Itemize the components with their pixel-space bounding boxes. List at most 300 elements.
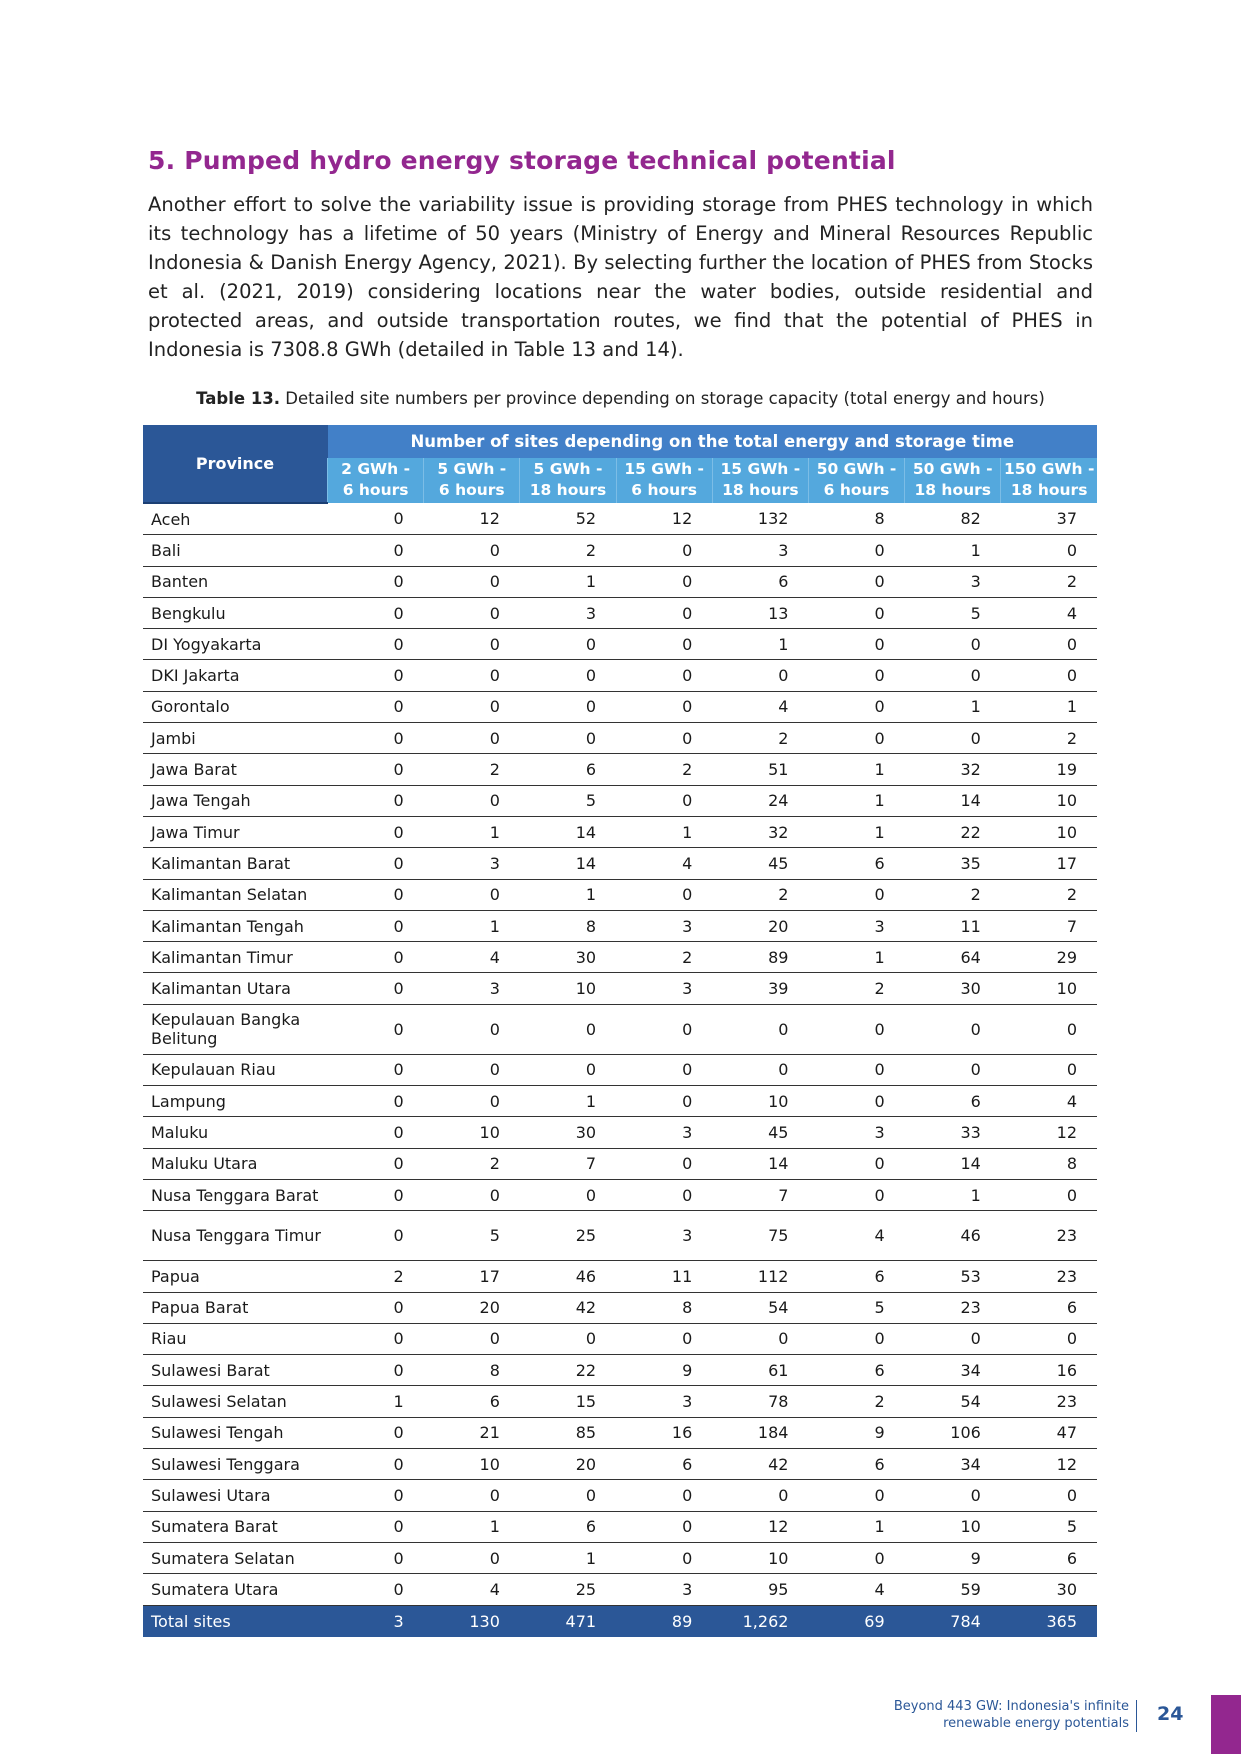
province-cell: Gorontalo	[143, 691, 328, 722]
value-cell: 35	[905, 848, 1001, 879]
table-caption-text: Detailed site numbers per province depending on storage capacity (total energy and hours)	[280, 389, 1045, 408]
column-header-line: 2 GWh -	[341, 460, 411, 478]
value-cell: 0	[328, 1211, 424, 1261]
value-cell: 2	[1001, 879, 1097, 910]
table-row	[143, 973, 1097, 1004]
value-cell: 2	[424, 754, 520, 785]
value-cell: 0	[808, 691, 904, 722]
table-row	[143, 1355, 1097, 1386]
value-cell: 0	[616, 879, 712, 910]
column-header-line: 18 hours	[722, 481, 799, 499]
value-cell: 10	[905, 1511, 1001, 1542]
value-cell: 13	[712, 597, 808, 628]
value-cell: 30	[1001, 1574, 1097, 1605]
value-cell: 1	[808, 754, 904, 785]
value-cell: 0	[1001, 1004, 1097, 1054]
value-cell: 1	[905, 691, 1001, 722]
value-cell: 0	[424, 1179, 520, 1210]
value-cell: 6	[520, 754, 616, 785]
value-cell: 4	[616, 848, 712, 879]
value-cell: 75	[712, 1211, 808, 1261]
table-row	[143, 785, 1097, 816]
province-cell: Bali	[143, 535, 328, 566]
value-cell: 0	[712, 660, 808, 691]
value-cell: 0	[808, 535, 904, 566]
province-cell: Banten	[143, 566, 328, 597]
column-header-line: 6 hours	[342, 481, 409, 499]
column-header-2	[520, 458, 616, 503]
value-cell: 0	[328, 1292, 424, 1323]
value-cell: 0	[616, 1004, 712, 1054]
value-cell: 25	[520, 1574, 616, 1605]
table-row	[143, 566, 1097, 597]
value-cell: 23	[905, 1292, 1001, 1323]
value-cell: 5	[1001, 1511, 1097, 1542]
column-header-line: 50 GWh -	[816, 460, 897, 478]
value-cell: 132	[712, 503, 808, 535]
section-paragraph: Another effort to solve the variability issue is providing storage from PHES technology in which its technology has a lifetime of 50 years (Ministry of Energy and Mineral Resources Republic Indonesia & Danish Energy Agency, 2021). By selecting further the location of PHES from Stocks et al. (2021, 2019) considering locations near the water bodies, outside residential and protected areas, and outside transportation routes, we find that the potential of PHES in Indonesia is 7308.8 GWh (detailed in Table 13 and 14).	[148, 193, 1093, 361]
value-cell: 0	[1001, 535, 1097, 566]
value-cell: 0	[328, 1417, 424, 1448]
value-cell: 8	[616, 1292, 712, 1323]
total-value-cell: 1,262	[712, 1605, 808, 1637]
value-cell: 23	[1001, 1261, 1097, 1292]
column-header-line: 50 GWh -	[912, 460, 993, 478]
value-cell: 0	[616, 1323, 712, 1354]
value-cell: 3	[424, 848, 520, 879]
value-cell: 59	[905, 1574, 1001, 1605]
table-row	[143, 910, 1097, 941]
value-cell: 1	[520, 566, 616, 597]
value-cell: 184	[712, 1417, 808, 1448]
value-cell: 12	[712, 1511, 808, 1542]
province-cell: Nusa Tenggara Barat	[143, 1179, 328, 1210]
value-cell: 6	[905, 1086, 1001, 1117]
value-cell: 24	[712, 785, 808, 816]
page-edge-tab	[1211, 1695, 1241, 1754]
value-cell: 1	[905, 1179, 1001, 1210]
value-cell: 4	[1001, 1086, 1097, 1117]
province-cell: Jambi	[143, 723, 328, 754]
column-header-5	[808, 458, 904, 503]
value-cell: 11	[905, 910, 1001, 941]
value-cell: 6	[808, 1355, 904, 1386]
value-cell: 0	[616, 629, 712, 660]
value-cell: 17	[424, 1261, 520, 1292]
value-cell: 0	[712, 1480, 808, 1511]
value-cell: 3	[616, 1386, 712, 1417]
footer-line-2: renewable energy potentials	[943, 1716, 1129, 1731]
value-cell: 0	[328, 1355, 424, 1386]
value-cell: 0	[616, 1086, 712, 1117]
value-cell: 0	[712, 1004, 808, 1054]
value-cell: 0	[616, 566, 712, 597]
value-cell: 0	[328, 1148, 424, 1179]
value-cell: 0	[520, 1004, 616, 1054]
value-cell: 32	[712, 816, 808, 847]
value-cell: 0	[328, 848, 424, 879]
value-cell: 3	[616, 973, 712, 1004]
value-cell: 2	[808, 973, 904, 1004]
column-header-0	[328, 458, 424, 503]
value-cell: 0	[905, 723, 1001, 754]
value-cell: 0	[328, 535, 424, 566]
value-cell: 0	[520, 691, 616, 722]
table-row	[143, 1148, 1097, 1179]
table-row	[143, 1449, 1097, 1480]
total-value-cell: 471	[520, 1605, 616, 1637]
value-cell: 54	[712, 1292, 808, 1323]
value-cell: 0	[616, 1179, 712, 1210]
table-caption	[143, 389, 1098, 408]
value-cell: 10	[712, 1086, 808, 1117]
value-cell: 0	[905, 1480, 1001, 1511]
value-cell: 21	[424, 1417, 520, 1448]
value-cell: 42	[520, 1292, 616, 1323]
value-cell: 0	[328, 1004, 424, 1054]
value-cell: 89	[712, 942, 808, 973]
value-cell: 0	[616, 1480, 712, 1511]
value-cell: 51	[712, 754, 808, 785]
table-row	[143, 1386, 1097, 1417]
value-cell: 0	[424, 723, 520, 754]
province-cell: Lampung	[143, 1086, 328, 1117]
value-cell: 1	[328, 1386, 424, 1417]
table-row	[143, 1480, 1097, 1511]
value-cell: 0	[905, 1004, 1001, 1054]
total-value-cell: 784	[905, 1605, 1001, 1637]
table-row	[143, 1292, 1097, 1323]
value-cell: 0	[424, 785, 520, 816]
value-cell: 0	[712, 1323, 808, 1354]
value-cell: 0	[616, 1148, 712, 1179]
value-cell: 0	[1001, 1480, 1097, 1511]
value-cell: 0	[808, 1054, 904, 1085]
value-cell: 0	[328, 973, 424, 1004]
value-cell: 15	[520, 1386, 616, 1417]
value-cell: 1	[616, 816, 712, 847]
value-cell: 1	[905, 535, 1001, 566]
value-cell: 6	[424, 1386, 520, 1417]
value-cell: 34	[905, 1449, 1001, 1480]
value-cell: 45	[712, 848, 808, 879]
value-cell: 0	[808, 1004, 904, 1054]
value-cell: 0	[808, 629, 904, 660]
value-cell: 2	[712, 723, 808, 754]
value-cell: 1	[808, 1511, 904, 1542]
value-cell: 0	[328, 1511, 424, 1542]
value-cell: 6	[808, 1449, 904, 1480]
value-cell: 34	[905, 1355, 1001, 1386]
value-cell: 10	[520, 973, 616, 1004]
value-cell: 106	[905, 1417, 1001, 1448]
province-cell: Riau	[143, 1323, 328, 1354]
value-cell: 10	[1001, 973, 1097, 1004]
value-cell: 0	[328, 1449, 424, 1480]
column-header-6	[905, 458, 1001, 503]
value-cell: 47	[1001, 1417, 1097, 1448]
value-cell: 2	[1001, 723, 1097, 754]
value-cell: 12	[424, 503, 520, 535]
value-cell: 0	[808, 1323, 904, 1354]
value-cell: 0	[520, 660, 616, 691]
value-cell: 3	[616, 910, 712, 941]
value-cell: 14	[905, 785, 1001, 816]
table-row	[143, 1542, 1097, 1573]
footer-line-1: Beyond 443 GW: Indonesia's infinite	[893, 1699, 1129, 1714]
value-cell: 6	[808, 848, 904, 879]
column-header-7	[1001, 458, 1097, 503]
value-cell: 4	[424, 1574, 520, 1605]
value-cell: 0	[424, 1542, 520, 1573]
province-cell: Jawa Barat	[143, 754, 328, 785]
table-row	[143, 1261, 1097, 1292]
value-cell: 82	[905, 503, 1001, 535]
table-row	[143, 754, 1097, 785]
value-cell: 0	[616, 597, 712, 628]
value-cell: 20	[424, 1292, 520, 1323]
table-row	[143, 503, 1097, 535]
table-row	[143, 1004, 1097, 1054]
value-cell: 0	[905, 660, 1001, 691]
value-cell: 30	[520, 1117, 616, 1148]
value-cell: 0	[424, 879, 520, 910]
table-row	[143, 848, 1097, 879]
province-cell: Sulawesi Selatan	[143, 1386, 328, 1417]
value-cell: 0	[905, 1323, 1001, 1354]
total-value-cell: 69	[808, 1605, 904, 1637]
province-cell: Bengkulu	[143, 597, 328, 628]
table-row	[143, 816, 1097, 847]
value-cell: 78	[712, 1386, 808, 1417]
value-cell: 2	[905, 879, 1001, 910]
value-cell: 1	[1001, 691, 1097, 722]
table-row	[143, 597, 1097, 628]
value-cell: 3	[905, 566, 1001, 597]
value-cell: 61	[712, 1355, 808, 1386]
value-cell: 17	[1001, 848, 1097, 879]
value-cell: 0	[424, 1086, 520, 1117]
province-cell: DKI Jakarta	[143, 660, 328, 691]
value-cell: 0	[808, 1148, 904, 1179]
value-cell: 0	[328, 754, 424, 785]
value-cell: 8	[808, 503, 904, 535]
province-cell: Kepulauan Riau	[143, 1054, 328, 1085]
value-cell: 25	[520, 1211, 616, 1261]
value-cell: 0	[616, 535, 712, 566]
value-cell: 12	[616, 503, 712, 535]
value-cell: 1	[712, 629, 808, 660]
column-header-line: 15 GWh -	[720, 460, 801, 478]
value-cell: 95	[712, 1574, 808, 1605]
value-cell: 0	[808, 660, 904, 691]
value-cell: 0	[808, 1480, 904, 1511]
value-cell: 8	[1001, 1148, 1097, 1179]
value-cell: 0	[808, 1179, 904, 1210]
value-cell: 0	[328, 597, 424, 628]
value-cell: 4	[808, 1574, 904, 1605]
province-cell: Kalimantan Selatan	[143, 879, 328, 910]
value-cell: 39	[712, 973, 808, 1004]
column-header-line: 6 hours	[631, 481, 698, 499]
value-cell: 10	[1001, 785, 1097, 816]
value-cell: 20	[520, 1449, 616, 1480]
value-cell: 0	[424, 1480, 520, 1511]
province-cell: Sulawesi Tenggara	[143, 1449, 328, 1480]
value-cell: 5	[905, 597, 1001, 628]
value-cell: 1	[424, 910, 520, 941]
province-cell: Aceh	[143, 503, 328, 535]
total-value-cell: 130	[424, 1605, 520, 1637]
value-cell: 30	[520, 942, 616, 973]
value-cell: 0	[328, 942, 424, 973]
value-cell: 46	[905, 1211, 1001, 1261]
value-cell: 0	[808, 597, 904, 628]
table-row	[143, 1211, 1097, 1261]
value-cell: 1	[424, 1511, 520, 1542]
value-cell: 7	[1001, 910, 1097, 941]
footer-divider	[1136, 1700, 1137, 1732]
footer-text	[894, 1698, 1129, 1732]
table-row	[143, 1511, 1097, 1542]
value-cell: 5	[520, 785, 616, 816]
table-row	[143, 723, 1097, 754]
value-cell: 0	[328, 660, 424, 691]
column-header-line: 18 hours	[1010, 481, 1088, 499]
column-header-line: 18 hours	[529, 481, 607, 499]
section-heading: 5. Pumped hydro energy storage technical potential	[148, 146, 896, 175]
value-cell: 22	[520, 1355, 616, 1386]
page-number: 24	[1157, 1703, 1184, 1725]
value-cell: 0	[328, 1542, 424, 1573]
group-header: Number of sites depending on the total energy and storage time	[328, 425, 1098, 458]
table-row	[143, 1086, 1097, 1117]
value-cell: 12	[1001, 1449, 1097, 1480]
total-value-cell: 3	[328, 1605, 424, 1637]
value-cell: 1	[520, 879, 616, 910]
province-cell: Sumatera Barat	[143, 1511, 328, 1542]
value-cell: 0	[424, 691, 520, 722]
value-cell: 30	[905, 973, 1001, 1004]
value-cell: 2	[520, 535, 616, 566]
value-cell: 3	[616, 1117, 712, 1148]
value-cell: 19	[1001, 754, 1097, 785]
value-cell: 4	[712, 691, 808, 722]
value-cell: 11	[616, 1261, 712, 1292]
value-cell: 0	[424, 566, 520, 597]
value-cell: 3	[616, 1211, 712, 1261]
value-cell: 112	[712, 1261, 808, 1292]
value-cell: 0	[520, 1179, 616, 1210]
column-header-4	[712, 458, 808, 503]
value-cell: 23	[1001, 1211, 1097, 1261]
value-cell: 0	[616, 691, 712, 722]
province-cell: Kalimantan Barat	[143, 848, 328, 879]
value-cell: 0	[616, 723, 712, 754]
column-header-line: 150 GWh -	[1003, 460, 1095, 478]
province-cell: DI Yogyakarta	[143, 629, 328, 660]
value-cell: 10	[1001, 816, 1097, 847]
table-row	[143, 1323, 1097, 1354]
province-cell: Papua	[143, 1261, 328, 1292]
value-cell: 20	[712, 910, 808, 941]
value-cell: 8	[424, 1355, 520, 1386]
value-cell: 0	[328, 1480, 424, 1511]
value-cell: 0	[328, 879, 424, 910]
table-row	[143, 629, 1097, 660]
province-cell: Sumatera Selatan	[143, 1542, 328, 1573]
value-cell: 0	[808, 1542, 904, 1573]
value-cell: 0	[520, 1054, 616, 1085]
value-cell: 8	[520, 910, 616, 941]
value-cell: 0	[520, 1323, 616, 1354]
value-cell: 1	[808, 785, 904, 816]
province-cell: Kalimantan Tengah	[143, 910, 328, 941]
value-cell: 0	[808, 879, 904, 910]
value-cell: 2	[712, 879, 808, 910]
column-header-1	[424, 458, 520, 503]
value-cell: 0	[424, 597, 520, 628]
table-row	[143, 660, 1097, 691]
value-cell: 0	[328, 910, 424, 941]
value-cell: 2	[808, 1386, 904, 1417]
value-cell: 6	[616, 1449, 712, 1480]
value-cell: 9	[905, 1542, 1001, 1573]
province-cell: Sulawesi Utara	[143, 1480, 328, 1511]
value-cell: 0	[328, 785, 424, 816]
province-cell: Kepulauan Bangka Belitung	[143, 1004, 328, 1054]
value-cell: 0	[520, 1480, 616, 1511]
value-cell: 29	[1001, 942, 1097, 973]
province-cell: Maluku Utara	[143, 1148, 328, 1179]
value-cell: 0	[520, 723, 616, 754]
province-cell: Jawa Timur	[143, 816, 328, 847]
table-row	[143, 942, 1097, 973]
value-cell: 1	[808, 816, 904, 847]
value-cell: 0	[328, 629, 424, 660]
table-caption-label: Table 13.	[196, 389, 281, 408]
value-cell: 0	[328, 1086, 424, 1117]
value-cell: 0	[328, 1054, 424, 1085]
total-label: Total sites	[143, 1605, 328, 1637]
value-cell: 22	[905, 816, 1001, 847]
value-cell: 42	[712, 1449, 808, 1480]
value-cell: 0	[520, 629, 616, 660]
value-cell: 0	[424, 629, 520, 660]
value-cell: 0	[424, 660, 520, 691]
value-cell: 5	[424, 1211, 520, 1261]
value-cell: 0	[328, 1179, 424, 1210]
value-cell: 0	[905, 629, 1001, 660]
value-cell: 9	[616, 1355, 712, 1386]
table-row	[143, 535, 1097, 566]
province-cell: Maluku	[143, 1117, 328, 1148]
value-cell: 3	[808, 910, 904, 941]
value-cell: 4	[424, 942, 520, 973]
value-cell: 10	[712, 1542, 808, 1573]
value-cell: 37	[1001, 503, 1097, 535]
value-cell: 0	[1001, 660, 1097, 691]
total-value-cell: 365	[1001, 1605, 1097, 1637]
table-row	[143, 1054, 1097, 1085]
sites-table	[143, 425, 1097, 1637]
value-cell: 53	[905, 1261, 1001, 1292]
value-cell: 3	[424, 973, 520, 1004]
value-cell: 0	[328, 1323, 424, 1354]
table-row	[143, 879, 1097, 910]
value-cell: 2	[616, 754, 712, 785]
column-header-3	[616, 458, 712, 503]
